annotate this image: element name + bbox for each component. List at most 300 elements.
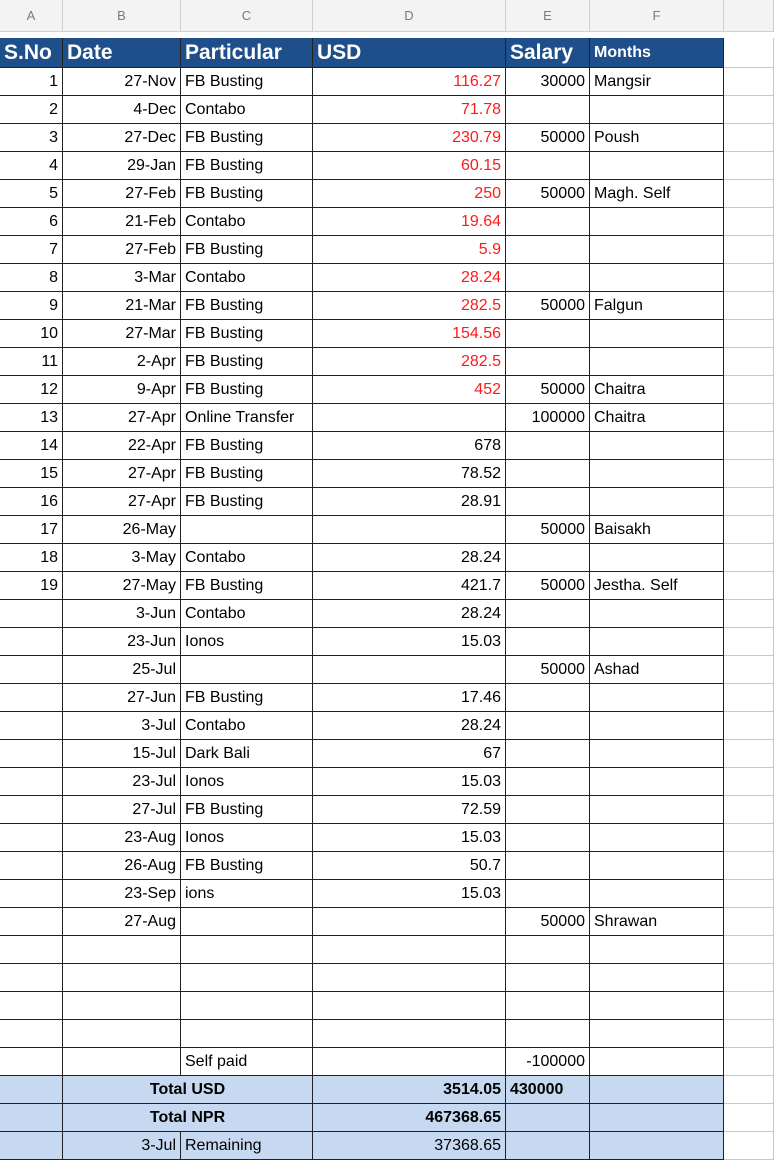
table-row (0, 572, 774, 600)
cell-salary[interactable] (506, 824, 590, 852)
header-salary[interactable]: Salary (506, 38, 590, 68)
cell-usd[interactable]: 15.03 (313, 628, 506, 656)
cell-salary[interactable] (506, 1020, 590, 1048)
cell-salary[interactable]: 50000 (506, 516, 590, 544)
cell-particular[interactable] (181, 656, 313, 684)
cell-sno[interactable]: 3 (0, 124, 63, 152)
cell-date[interactable]: 27-Jul (63, 796, 181, 824)
cell-blank[interactable] (724, 1132, 774, 1160)
cell-salary[interactable] (506, 460, 590, 488)
cell-sno[interactable]: 9 (0, 292, 63, 320)
cell-months[interactable] (590, 236, 724, 264)
cell-sno[interactable]: 2 (0, 96, 63, 124)
cell-particular[interactable]: FB Busting (181, 124, 313, 152)
cell-particular[interactable]: FB Busting (181, 432, 313, 460)
cell-date[interactable]: 23-Jun (63, 628, 181, 656)
cell-particular[interactable] (181, 1020, 313, 1048)
cell-date[interactable] (63, 936, 181, 964)
cell-blank[interactable] (724, 124, 774, 152)
cell-blank[interactable] (724, 740, 774, 768)
cell-date[interactable]: 27-Jun (63, 684, 181, 712)
cell-months[interactable] (590, 1076, 724, 1104)
table-row (0, 96, 774, 124)
cell-usd[interactable] (313, 656, 506, 684)
cell-salary[interactable] (506, 628, 590, 656)
cell-particular[interactable]: Contabo (181, 600, 313, 628)
cell-salary[interactable] (506, 152, 590, 180)
cell-usd[interactable] (313, 908, 506, 936)
cell-salary[interactable] (506, 544, 590, 572)
cell-sno[interactable] (0, 880, 63, 908)
cell-usd[interactable]: 678 (313, 432, 506, 460)
column-header-c[interactable]: C (181, 0, 313, 32)
cell-date[interactable]: 22-Apr (63, 432, 181, 460)
cell-sno[interactable] (0, 824, 63, 852)
cell-months[interactable] (590, 320, 724, 348)
cell-months[interactable] (590, 488, 724, 516)
cell-sno[interactable] (0, 908, 63, 936)
cell-usd[interactable]: 282.5 (313, 292, 506, 320)
cell-blank[interactable] (724, 38, 774, 68)
cell-particular[interactable]: FB Busting (181, 376, 313, 404)
cell-date[interactable]: 27-Aug (63, 908, 181, 936)
cell-usd[interactable] (313, 964, 506, 992)
table-row (0, 852, 774, 880)
cell-particular[interactable]: Ionos (181, 768, 313, 796)
cell-sno[interactable] (0, 1048, 63, 1076)
cell-usd[interactable] (313, 516, 506, 544)
cell-blank[interactable] (724, 68, 774, 96)
cell-months[interactable] (590, 964, 724, 992)
total-npr-value[interactable]: 467368.65 (313, 1104, 506, 1132)
cell-sno[interactable]: 1 (0, 68, 63, 96)
cell-months[interactable] (590, 628, 724, 656)
cell-salary[interactable] (506, 880, 590, 908)
cell-usd[interactable] (313, 1020, 506, 1048)
cell-usd[interactable]: 28.24 (313, 544, 506, 572)
cell-months[interactable] (590, 740, 724, 768)
cell-blank[interactable] (724, 908, 774, 936)
column-header-e[interactable]: E (506, 0, 590, 32)
cell-particular[interactable]: FB Busting (181, 348, 313, 376)
cell-sno[interactable]: 6 (0, 208, 63, 236)
cell-sno[interactable] (0, 852, 63, 880)
cell-blank[interactable] (724, 796, 774, 824)
cell-date[interactable]: 23-Jul (63, 768, 181, 796)
cell-particular[interactable]: FB Busting (181, 320, 313, 348)
cell-usd[interactable]: 67 (313, 740, 506, 768)
cell-salary[interactable] (506, 684, 590, 712)
cell-date[interactable]: 27-Apr (63, 460, 181, 488)
cell-sno[interactable]: 4 (0, 152, 63, 180)
cell-salary[interactable] (506, 992, 590, 1020)
cell-salary[interactable] (506, 600, 590, 628)
cell-particular[interactable]: Dark Bali (181, 740, 313, 768)
cell-salary[interactable] (506, 264, 590, 292)
cell-sno[interactable]: 11 (0, 348, 63, 376)
cell-usd[interactable] (313, 404, 506, 432)
cell-sno[interactable] (0, 964, 63, 992)
cell-salary[interactable] (506, 348, 590, 376)
cell-particular[interactable]: Contabo (181, 544, 313, 572)
cell-particular[interactable]: Online Transfer (181, 404, 313, 432)
cell-blank[interactable] (724, 684, 774, 712)
cell-usd[interactable]: 250 (313, 180, 506, 208)
cell-usd[interactable] (313, 936, 506, 964)
cell-blank[interactable] (724, 852, 774, 880)
cell-salary[interactable]: 100000 (506, 404, 590, 432)
cell-blank[interactable] (724, 180, 774, 208)
cell-usd[interactable]: 5.9 (313, 236, 506, 264)
cell-months[interactable]: Magh. Self (590, 180, 724, 208)
cell-particular[interactable] (181, 936, 313, 964)
cell-sno[interactable]: 14 (0, 432, 63, 460)
cell-date[interactable]: 27-Mar (63, 320, 181, 348)
cell-usd[interactable]: 71.78 (313, 96, 506, 124)
cell-months[interactable] (590, 460, 724, 488)
cell-usd[interactable]: 50.7 (313, 852, 506, 880)
cell-date[interactable]: 21-Feb (63, 208, 181, 236)
cell-salary[interactable]: 50000 (506, 292, 590, 320)
cell-sno[interactable]: 13 (0, 404, 63, 432)
cell-salary[interactable]: -100000 (506, 1048, 590, 1076)
cell-usd[interactable]: 17.46 (313, 684, 506, 712)
cell-particular[interactable]: FB Busting (181, 180, 313, 208)
cell-sno[interactable]: 8 (0, 264, 63, 292)
cell-salary[interactable] (506, 740, 590, 768)
cell-sno[interactable] (0, 656, 63, 684)
cell-particular[interactable]: FB Busting (181, 488, 313, 516)
cell-date[interactable]: 3-Jul (63, 712, 181, 740)
cell-salary[interactable] (506, 712, 590, 740)
cell-particular[interactable]: Contabo (181, 712, 313, 740)
cell-usd[interactable]: 28.24 (313, 264, 506, 292)
cell-particular[interactable] (181, 964, 313, 992)
cell-months[interactable] (590, 796, 724, 824)
cell-months[interactable] (590, 936, 724, 964)
table-row (0, 180, 774, 208)
cell-months[interactable] (590, 1048, 724, 1076)
cell-date[interactable]: 27-May (63, 572, 181, 600)
cell-usd[interactable] (313, 1048, 506, 1076)
cell-sno[interactable] (0, 684, 63, 712)
cell-particular[interactable]: Self paid (181, 1048, 313, 1076)
cell-particular[interactable]: Ionos (181, 628, 313, 656)
cell-date[interactable]: 23-Aug (63, 824, 181, 852)
cell-blank[interactable] (724, 404, 774, 432)
cell-salary[interactable] (506, 1132, 590, 1160)
cell-months[interactable]: Mangsir (590, 68, 724, 96)
cell-particular[interactable]: FB Busting (181, 684, 313, 712)
cell-salary[interactable] (506, 1104, 590, 1132)
cell-usd[interactable]: 421.7 (313, 572, 506, 600)
cell-sno[interactable]: 19 (0, 572, 63, 600)
cell-date[interactable] (63, 992, 181, 1020)
cell-salary[interactable] (506, 488, 590, 516)
cell-particular[interactable]: Contabo (181, 264, 313, 292)
cell-usd[interactable]: 60.15 (313, 152, 506, 180)
cell-salary[interactable] (506, 796, 590, 824)
cell-blank[interactable] (724, 544, 774, 572)
cell-months[interactable] (590, 852, 724, 880)
cell-usd[interactable]: 15.03 (313, 768, 506, 796)
cell-months[interactable] (590, 1020, 724, 1048)
cell-sno[interactable] (0, 1132, 63, 1160)
cell-blank[interactable] (724, 992, 774, 1020)
cell-date[interactable]: 23-Sep (63, 880, 181, 908)
cell-date[interactable]: 9-Apr (63, 376, 181, 404)
table-row (0, 152, 774, 180)
cell-sno[interactable]: 12 (0, 376, 63, 404)
cell-blank[interactable] (724, 656, 774, 684)
cell-usd[interactable]: 28.91 (313, 488, 506, 516)
cell-particular[interactable]: FB Busting (181, 236, 313, 264)
header-usd[interactable]: USD (313, 38, 506, 68)
cell-date[interactable] (63, 964, 181, 992)
cell-months[interactable] (590, 96, 724, 124)
cell-blank[interactable] (724, 432, 774, 460)
cell-particular[interactable]: FB Busting (181, 152, 313, 180)
cell-months[interactable]: Shrawan (590, 908, 724, 936)
column-header-b[interactable]: B (63, 0, 181, 32)
cell-date[interactable]: 27-Apr (63, 488, 181, 516)
cell-blank[interactable] (724, 768, 774, 796)
cell-sno[interactable] (0, 796, 63, 824)
cell-blank[interactable] (724, 628, 774, 656)
cell-salary[interactable] (506, 964, 590, 992)
cell-date[interactable] (63, 1020, 181, 1048)
cell-months[interactable] (590, 432, 724, 460)
cell-salary[interactable] (506, 936, 590, 964)
cell-date[interactable]: 3-Jun (63, 600, 181, 628)
cell-salary[interactable]: 50000 (506, 376, 590, 404)
cell-blank[interactable] (724, 964, 774, 992)
cell-blank[interactable] (724, 516, 774, 544)
cell-months[interactable] (590, 992, 724, 1020)
cell-blank[interactable] (724, 572, 774, 600)
cell-usd[interactable]: 72.59 (313, 796, 506, 824)
remaining-value[interactable]: 37368.65 (313, 1132, 506, 1160)
cell-particular[interactable]: FB Busting (181, 68, 313, 96)
cell-blank[interactable] (724, 1020, 774, 1048)
cell-blank[interactable] (724, 320, 774, 348)
cell-date[interactable]: 2-Apr (63, 348, 181, 376)
table-row (0, 796, 774, 824)
cell-months[interactable]: Chaitra (590, 376, 724, 404)
cell-months[interactable] (590, 768, 724, 796)
cell-date[interactable]: 4-Dec (63, 96, 181, 124)
cell-particular[interactable]: FB Busting (181, 292, 313, 320)
cell-months[interactable] (590, 208, 724, 236)
cell-months[interactable] (590, 712, 724, 740)
cell-blank[interactable] (724, 1076, 774, 1104)
total-npr-label[interactable]: Total NPR (63, 1104, 313, 1132)
cell-months[interactable]: Chaitra (590, 404, 724, 432)
cell-usd[interactable]: 116.27 (313, 68, 506, 96)
cell-months[interactable] (590, 1132, 724, 1160)
cell-usd[interactable]: 78.52 (313, 460, 506, 488)
cell-sno[interactable] (0, 1020, 63, 1048)
cell-months[interactable]: Falgun (590, 292, 724, 320)
cell-date[interactable]: 27-Feb (63, 236, 181, 264)
cell-salary[interactable]: 50000 (506, 656, 590, 684)
cell-date[interactable]: 27-Apr (63, 404, 181, 432)
cell-sno[interactable]: 5 (0, 180, 63, 208)
cell-date[interactable]: 21-Mar (63, 292, 181, 320)
cell-months[interactable] (590, 264, 724, 292)
cell-usd[interactable]: 154.56 (313, 320, 506, 348)
cell-months[interactable] (590, 1104, 724, 1132)
cell-blank[interactable] (724, 880, 774, 908)
cell-blank[interactable] (724, 348, 774, 376)
cell-months[interactable]: Baisakh (590, 516, 724, 544)
cell-months[interactable] (590, 684, 724, 712)
cell-usd[interactable]: 452 (313, 376, 506, 404)
cell-sno[interactable]: 16 (0, 488, 63, 516)
cell-particular[interactable]: FB Busting (181, 796, 313, 824)
cell-date[interactable] (63, 1048, 181, 1076)
cell-months[interactable] (590, 152, 724, 180)
cell-sno[interactable] (0, 936, 63, 964)
cell-months[interactable]: Jestha. Self (590, 572, 724, 600)
table-row (0, 824, 774, 852)
cell-salary[interactable]: 50000 (506, 124, 590, 152)
cell-usd[interactable]: 28.24 (313, 712, 506, 740)
cell-usd[interactable]: 15.03 (313, 880, 506, 908)
cell-blank[interactable] (724, 1104, 774, 1132)
cell-blank[interactable] (724, 1048, 774, 1076)
cell-date[interactable]: 15-Jul (63, 740, 181, 768)
cell-salary[interactable] (506, 236, 590, 264)
total-usd-value[interactable]: 3514.05 (313, 1076, 506, 1104)
column-header-f[interactable]: F (590, 0, 724, 32)
cell-months[interactable] (590, 348, 724, 376)
cell-months[interactable] (590, 824, 724, 852)
cell-sno[interactable] (0, 712, 63, 740)
header-particular[interactable]: Particular (181, 38, 313, 68)
cell-blank[interactable] (724, 936, 774, 964)
cell-date[interactable]: 27-Dec (63, 124, 181, 152)
table-row (0, 628, 774, 656)
cell-sno[interactable]: 15 (0, 460, 63, 488)
cell-date[interactable]: 25-Jul (63, 656, 181, 684)
cell-blank[interactable] (724, 264, 774, 292)
column-header-d[interactable]: D (313, 0, 506, 32)
remaining-row (0, 1132, 774, 1160)
cell-blank[interactable] (724, 208, 774, 236)
cell-usd[interactable]: 28.24 (313, 600, 506, 628)
cell-particular[interactable]: FB Busting (181, 460, 313, 488)
cell-salary[interactable] (506, 852, 590, 880)
cell-date[interactable]: 27-Feb (63, 180, 181, 208)
cell-blank[interactable] (724, 292, 774, 320)
cell-salary[interactable] (506, 208, 590, 236)
cell-salary[interactable]: 50000 (506, 180, 590, 208)
cell-salary[interactable]: 50000 (506, 908, 590, 936)
cell-date[interactable]: 27-Nov (63, 68, 181, 96)
cell-date[interactable]: 3-Mar (63, 264, 181, 292)
cell-sno[interactable]: 18 (0, 544, 63, 572)
cell-sno[interactable] (0, 992, 63, 1020)
cell-blank[interactable] (724, 96, 774, 124)
cell-salary[interactable] (506, 320, 590, 348)
cell-particular[interactable]: Contabo (181, 208, 313, 236)
table-row (0, 768, 774, 796)
cell-usd[interactable]: 15.03 (313, 824, 506, 852)
cell-sno[interactable] (0, 740, 63, 768)
table-row (0, 376, 774, 404)
table-row (0, 236, 774, 264)
cell-months[interactable] (590, 880, 724, 908)
remaining-date[interactable]: 3-Jul (63, 1132, 181, 1160)
cell-particular[interactable] (181, 992, 313, 1020)
cell-particular[interactable]: Contabo (181, 96, 313, 124)
cell-salary[interactable] (506, 432, 590, 460)
cell-sno[interactable] (0, 600, 63, 628)
cell-blank[interactable] (724, 152, 774, 180)
header-months[interactable]: Months (590, 38, 724, 68)
cell-particular[interactable]: Ionos (181, 824, 313, 852)
cell-blank[interactable] (724, 236, 774, 264)
cell-date[interactable]: 29-Jan (63, 152, 181, 180)
cell-date[interactable]: 3-May (63, 544, 181, 572)
cell-usd[interactable]: 19.64 (313, 208, 506, 236)
cell-sno[interactable] (0, 628, 63, 656)
cell-particular[interactable]: FB Busting (181, 852, 313, 880)
cell-blank[interactable] (724, 460, 774, 488)
cell-sno[interactable] (0, 768, 63, 796)
cell-months[interactable] (590, 600, 724, 628)
cell-months[interactable]: Poush (590, 124, 724, 152)
header-sno[interactable]: S.No (0, 38, 63, 68)
cell-blank[interactable] (724, 824, 774, 852)
table-row (0, 404, 774, 432)
cell-usd[interactable]: 230.79 (313, 124, 506, 152)
column-header-a[interactable]: A (0, 0, 63, 32)
cell-usd[interactable] (313, 992, 506, 1020)
cell-sno[interactable]: 17 (0, 516, 63, 544)
cell-particular[interactable] (181, 908, 313, 936)
table-row (0, 712, 774, 740)
total-usd-label[interactable]: Total USD (63, 1076, 313, 1104)
cell-salary[interactable]: 50000 (506, 572, 590, 600)
cell-sno[interactable] (0, 1104, 63, 1132)
table-row (0, 936, 774, 964)
table-row (0, 516, 774, 544)
cell-salary[interactable]: 30000 (506, 68, 590, 96)
cell-sno[interactable]: 7 (0, 236, 63, 264)
total-salary-value[interactable]: 430000 (506, 1076, 590, 1104)
cell-particular[interactable]: ions (181, 880, 313, 908)
cell-salary[interactable] (506, 96, 590, 124)
cell-sno[interactable] (0, 1076, 63, 1104)
cell-sno[interactable]: 10 (0, 320, 63, 348)
cell-blank[interactable] (724, 488, 774, 516)
cell-salary[interactable] (506, 768, 590, 796)
cell-usd[interactable]: 282.5 (313, 348, 506, 376)
cell-blank[interactable] (724, 712, 774, 740)
cell-blank[interactable] (724, 376, 774, 404)
cell-particular[interactable]: FB Busting (181, 572, 313, 600)
cell-date[interactable]: 26-May (63, 516, 181, 544)
remaining-label[interactable]: Remaining (181, 1132, 313, 1160)
header-date[interactable]: Date (63, 38, 181, 68)
cell-date[interactable]: 26-Aug (63, 852, 181, 880)
cell-particular[interactable] (181, 516, 313, 544)
cell-months[interactable] (590, 544, 724, 572)
cell-months[interactable]: Ashad (590, 656, 724, 684)
cell-blank[interactable] (724, 600, 774, 628)
